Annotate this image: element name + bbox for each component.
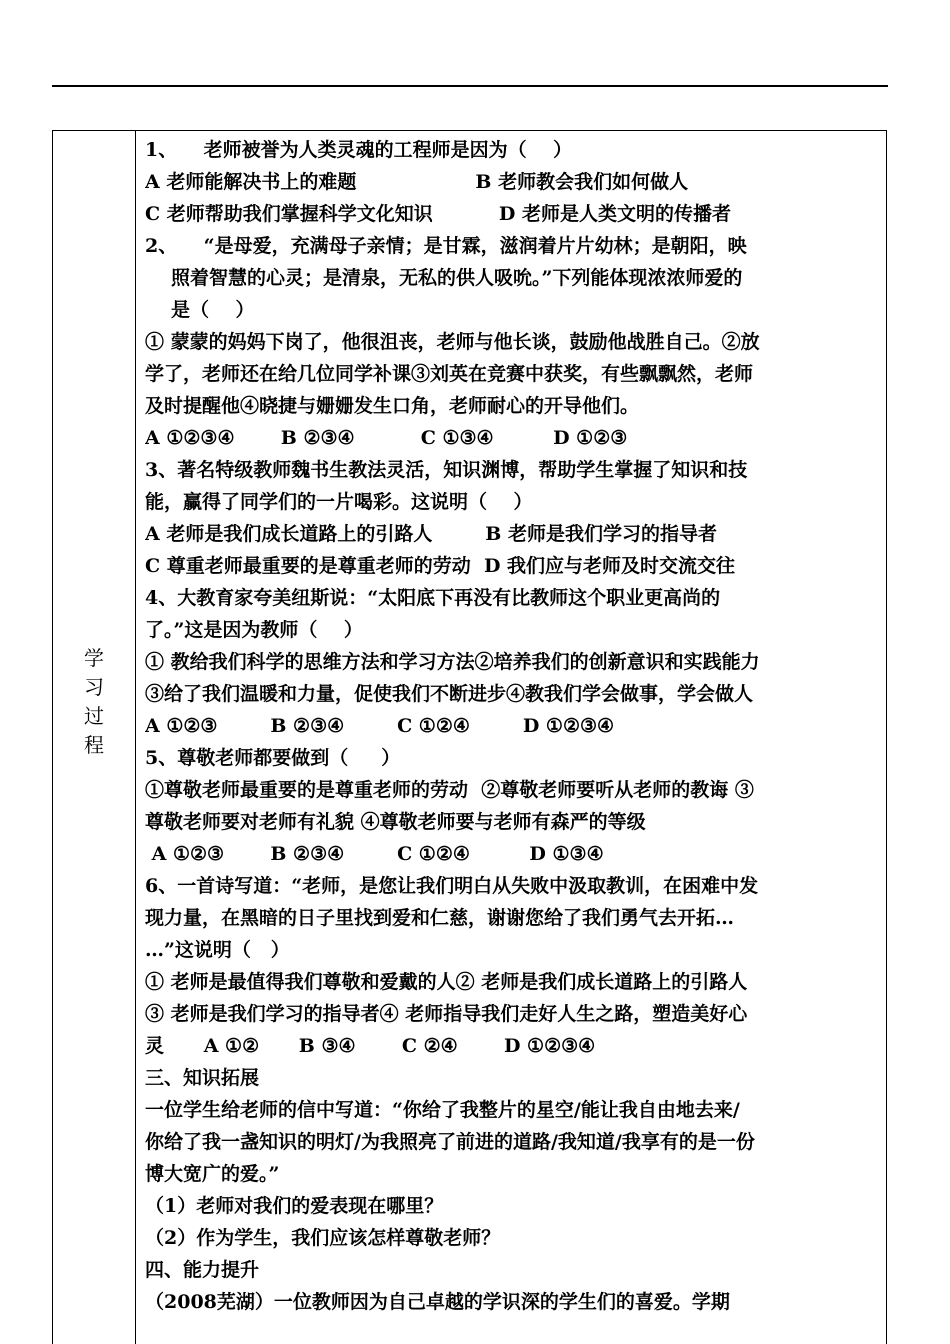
text-line: A ①②③ B ②③④ C ①②④ D ①②③④ — [145, 715, 615, 737]
text-line: 学了，老师还在给几位同学补课③刘英在竞赛中获奖，有些飘飘然，老师 — [145, 363, 754, 385]
text-line: ③给了我们温暖和力量，促使我们不断进步④教我们学会做事，学会做人 — [145, 683, 754, 705]
text-line: ① 蒙蒙的妈妈下岗了，他很沮丧，老师与他长谈，鼓励他战胜自己。②放 — [145, 331, 760, 353]
text-line: A ①②③④ B ②③④ C ①③④ D ①②③ — [145, 427, 628, 449]
text-line: ③ 老师是我们学习的指导者④ 老师指导我们走好人生之路，塑造美好心 — [145, 1003, 748, 1025]
text-line: A 老师是我们成长道路上的引路人 B 老师是我们学习的指导者 — [145, 523, 717, 545]
section-label-learning-process — [53, 644, 135, 760]
text-line: ① 教给我们科学的思维方法和学习方法②培养我们的创新意识和实践能力 — [145, 651, 760, 673]
column-divider — [135, 131, 136, 1344]
section-label-char: 学 — [84, 646, 104, 670]
text-line: （1）老师对我们的爱表现在哪里？ — [145, 1195, 444, 1217]
text-line: …”这说明（ ） — [145, 939, 290, 961]
text-line: A ①②③ B ②③④ C ①②④ D ①③④ — [145, 843, 604, 865]
text-line: 尊敬老师要对老师有礼貌 ④尊敬老师要与老师有森严的等级 — [145, 811, 646, 833]
text-line: 四、能力提升 — [145, 1259, 260, 1281]
text-line: C 老师帮助我们掌握科学文化知识 D 老师是人类文明的传播者 — [145, 203, 731, 225]
worksheet-table — [52, 130, 887, 1344]
text-line: 及时提醒他④晓捷与姗姗发生口角，老师耐心的开导他们。 — [145, 395, 640, 417]
text-line: A 老师能解决书上的难题 B 老师教会我们如何做人 — [145, 171, 689, 193]
text-line: ①尊敬老师最重要的是尊重老师的劳动 ②尊敬老师要听从老师的教诲 ③ — [145, 779, 754, 801]
text-line: 你给了我一盏知识的明灯/为我照亮了前进的道路/我知道/我享有的是一份 — [145, 1131, 755, 1153]
text-line: 博大宽广的爱。” — [145, 1163, 280, 1185]
text-line: ① 老师是最值得我们尊敬和爱戴的人② 老师是我们成长道路上的引路人 — [145, 971, 748, 993]
text-line: 4、大教育家夸美纽斯说：“太阳底下再没有比教师这个职业更高尚的 — [145, 587, 721, 609]
text-line: 3、著名特级教师魏书生教法灵活，知识渊博，帮助学生掌握了知识和技 — [145, 459, 748, 481]
text-line: C 尊重老师最重要的是尊重老师的劳动 D 我们应与老师及时交流交往 — [145, 555, 736, 577]
text-line: 现力量，在黑暗的日子里找到爱和仁慈，谢谢您给了我们勇气去开拓… — [145, 907, 735, 929]
worksheet-content — [145, 134, 880, 1318]
text-line: 灵 A ①② B ③④ C ②④ D ①②③④ — [145, 1035, 596, 1057]
section-label-char: 习 — [84, 675, 104, 699]
text-line: （2）作为学生，我们应该怎样尊敬老师？ — [145, 1227, 501, 1249]
text-line: 5、尊敬老师都要做到（ ） — [145, 747, 401, 769]
section-label-char: 程 — [84, 733, 104, 757]
text-line: 1、 老师被誉为人类灵魂的工程师是因为（ ） — [145, 139, 573, 161]
text-line: 了。”这是因为教师（ ） — [145, 619, 363, 641]
text-line: 照着智慧的心灵；是清泉，无私的供人吸吮。”下列能体现浓浓师爱的 — [171, 267, 743, 289]
text-line: 2、 “是母爱，充满母子亲情；是甘霖，滋润着片片幼林；是朝阳，映 — [145, 235, 747, 257]
text-line: 一位学生给老师的信中写道：“你给了我整片的星空/能让我自由地去来/ — [145, 1099, 740, 1121]
header-rule — [52, 85, 888, 87]
text-line: 6、一首诗写道：“老师，是您让我们明白从失败中汲取教训，在困难中发 — [145, 875, 759, 897]
text-line: 能，赢得了同学们的一片喝彩。这说明（ ） — [145, 491, 533, 513]
text-line: （2008芜湖）一位教师因为自己卓越的学识深的学生们的喜爱。学期 — [145, 1291, 730, 1313]
text-line: 是（ ） — [171, 299, 255, 321]
text-line: 三、知识拓展 — [145, 1067, 260, 1089]
section-label-char: 过 — [84, 704, 104, 728]
